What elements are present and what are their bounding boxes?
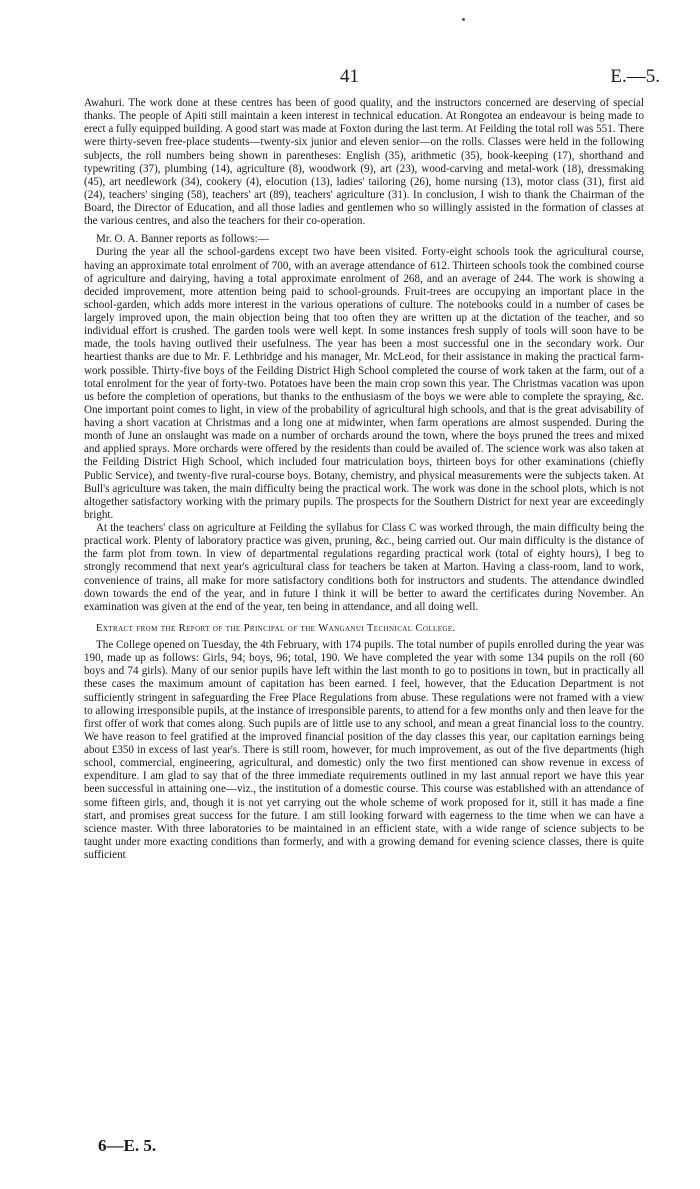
document-code: E.—5.: [610, 66, 660, 87]
paragraph-continued: Awahuri. The work done at these centres has been of good quality, and the instructors concerned are deserving of special thanks. The people of Apiti still maintain a keen interest in technical education. At Rongotea an endeavour is being made to erect a fully equipped building. A good start was made at Foxton during the last term. At Feilding the total roll was 551. There were thirty-seven free-place students—twenty-six junior and eleven senior—on the rolls. Classes were held in the following subjects, the roll numbers being shown in parentheses: English (35), arithmetic (35), book-keeping (17), shorthand and typewriting (37), plumbing (14), agriculture (8), woodwork (9), art (23), wood-carving and metal-work (18), dressmaking (45), art needlework (34), cookery (4), elocution (13), ladies' tailoring (26), home nursing (13), motor class (31), first aid (24), teachers' singing (58), teachers' art (89), teachers' agriculture (31). In conclusion, I wish to thank the Chairman of the Board, the Director of Education, and all those ladies and gentlemen who so willingly assisted in the formation of classes at the various centres, and also the teachers for their co-operation.: [84, 97, 644, 228]
paragraph-report-intro: Mr. O. A. Banner reports as follows:—: [96, 233, 269, 246]
body-text: [84, 97, 644, 862]
page-number: 41: [340, 66, 359, 87]
section-heading: Extract from the Report of the Principal of the Wanganui Technical College.: [96, 622, 456, 634]
paragraph-college-report: The College opened on Tuesday, the 4th February, with 174 pupils. The total number of pupils enrolled during the year was 190, made up as follows: Girls, 94; boys, 96; total, 190. We have completed the year with some 134 pupils on the roll (60 boys and 74 girls). Many of our senior pupils have left within the last month to go to positions in town, but in practically all these cases the maximum amount of capitation has been earned. I feel, however, that the Education Department is not sufficiently stringent in safeguarding the Free Place Regulations from abuse. These regulations were not framed with a view to allowing irresponsible pupils, at the instance of irresponsible parents, to attend for a few months only and then leave for the first offer of work that comes along. Such pupils are of little use to any school, and mean a great financial loss to the country. We have reason to feel gratified at the improved financial position of the day classes this year, our capitation earnings being about £350 in excess of last year's. There is still room, however, for much improvement, as out of the five departments (high school, commercial, engineering, agricultural, and domestic) only the two first mentioned can show revenue in excess of expenditure. I am glad to say that of the three immediate requirements outlined in my last annual report we have this year been successful in attaining one—viz., the institution of a domestic course. This course was established with an attendance of some fifteen girls, and, though it is not yet carrying out the whole scheme of work proposed for it, still it has made a fine start, and promises great success for the future. I am still looking forward with eagerness to the time when we can have a science master. With three laboratories to be maintained in an efficient state, with a wide range of science subjects to be taught under more exacting conditions than formerly, and with a growing demand for evening science classes, there is quite sufficient: [84, 639, 644, 861]
page-speck: [462, 18, 465, 21]
footer-signature: 6—E. 5.: [98, 1136, 157, 1155]
paragraph-teachers-class: At the teachers' class on agriculture at Feilding the syllabus for Class C was worked through, the main difficulty being the practical work. Plenty of laboratory practice was given, pruning, &c., being carried out. Our main difficulty is the distance of the farm plot from town. In view of departmental regulations regarding practical work (total of eighty hours), I beg to strongly recommend that next year's agricultural class for teachers be taken at Marton. Having a class-room, land to work, convenience of trains, all make for more satisfactory conditions both for instructors and students. The attendance dwindled down towards the end of the year, and in future I think it will be better to award the certificates during November. An examination was given at the end of the year, ten being in attendance, and all doing well.: [84, 522, 644, 613]
paragraph-school-gardens: During the year all the school-gardens except two have been visited. Forty-eight schools took the agricultural course, having an approximate total enrolment of 700, with an average attendance of 612. Thirteen schools took the combined course of agriculture and dairying, having a total approximate enrolment of 268, and an average of 244. The work is showing a decided improvement, more attention being paid to school-grounds. Fruit-trees are occupying an important place in the school-garden, which adds more interest in the various operations of culture. The notebooks could in a number of cases be largely improved upon, the main objection being that too often they are written up at the dictation of the teacher, and so individual effort is crushed. The garden tools were well kept. In some instances fresh supply of tools will soon have to be made, the tools having outlived their usefulness. The year has been a most successful one in the secondary work. Our heartiest thanks are due to Mr. F. Lethbridge and his manager, Mr. McLeod, for their assistance in making the practical farm-work possible. Thirty-five boys of the Feilding District High School completed the course of work taken at the farm, out of a total enrolment for the year of forty-two. Potatoes have been the main crop sown this year. The Christmas vacation was upon us before the completion of operations, but thanks to the enthusiasm of the boys we were able to complete the spraying, &c. One important point comes to light, in view of the probability of agricultural high schools, and that is the great advisability of having a short vacation at Christmas and a long one at midwinter, when farm operations are almost suspended. During the month of June an onslaught was made on a number of orchards around the town, where the boys pruned the trees and mixed and applied sprays. More orchards were offered by the residents than could be availed of. The science work was also taken at the Feilding District High School, which included four matriculation boys, thirteen boys for other examinations (chiefly Public Service), and twenty-five rural-course boys. Botany, chemistry, and physical measurements were the subjects taken. At Bull's agriculture was taken, the main difficulty being the practical work. The work was done in the school plots, which is not altogether satisfactory working with the primary pupils. The prospects for the Southern District for next year are exceedingly bright.: [84, 246, 644, 521]
